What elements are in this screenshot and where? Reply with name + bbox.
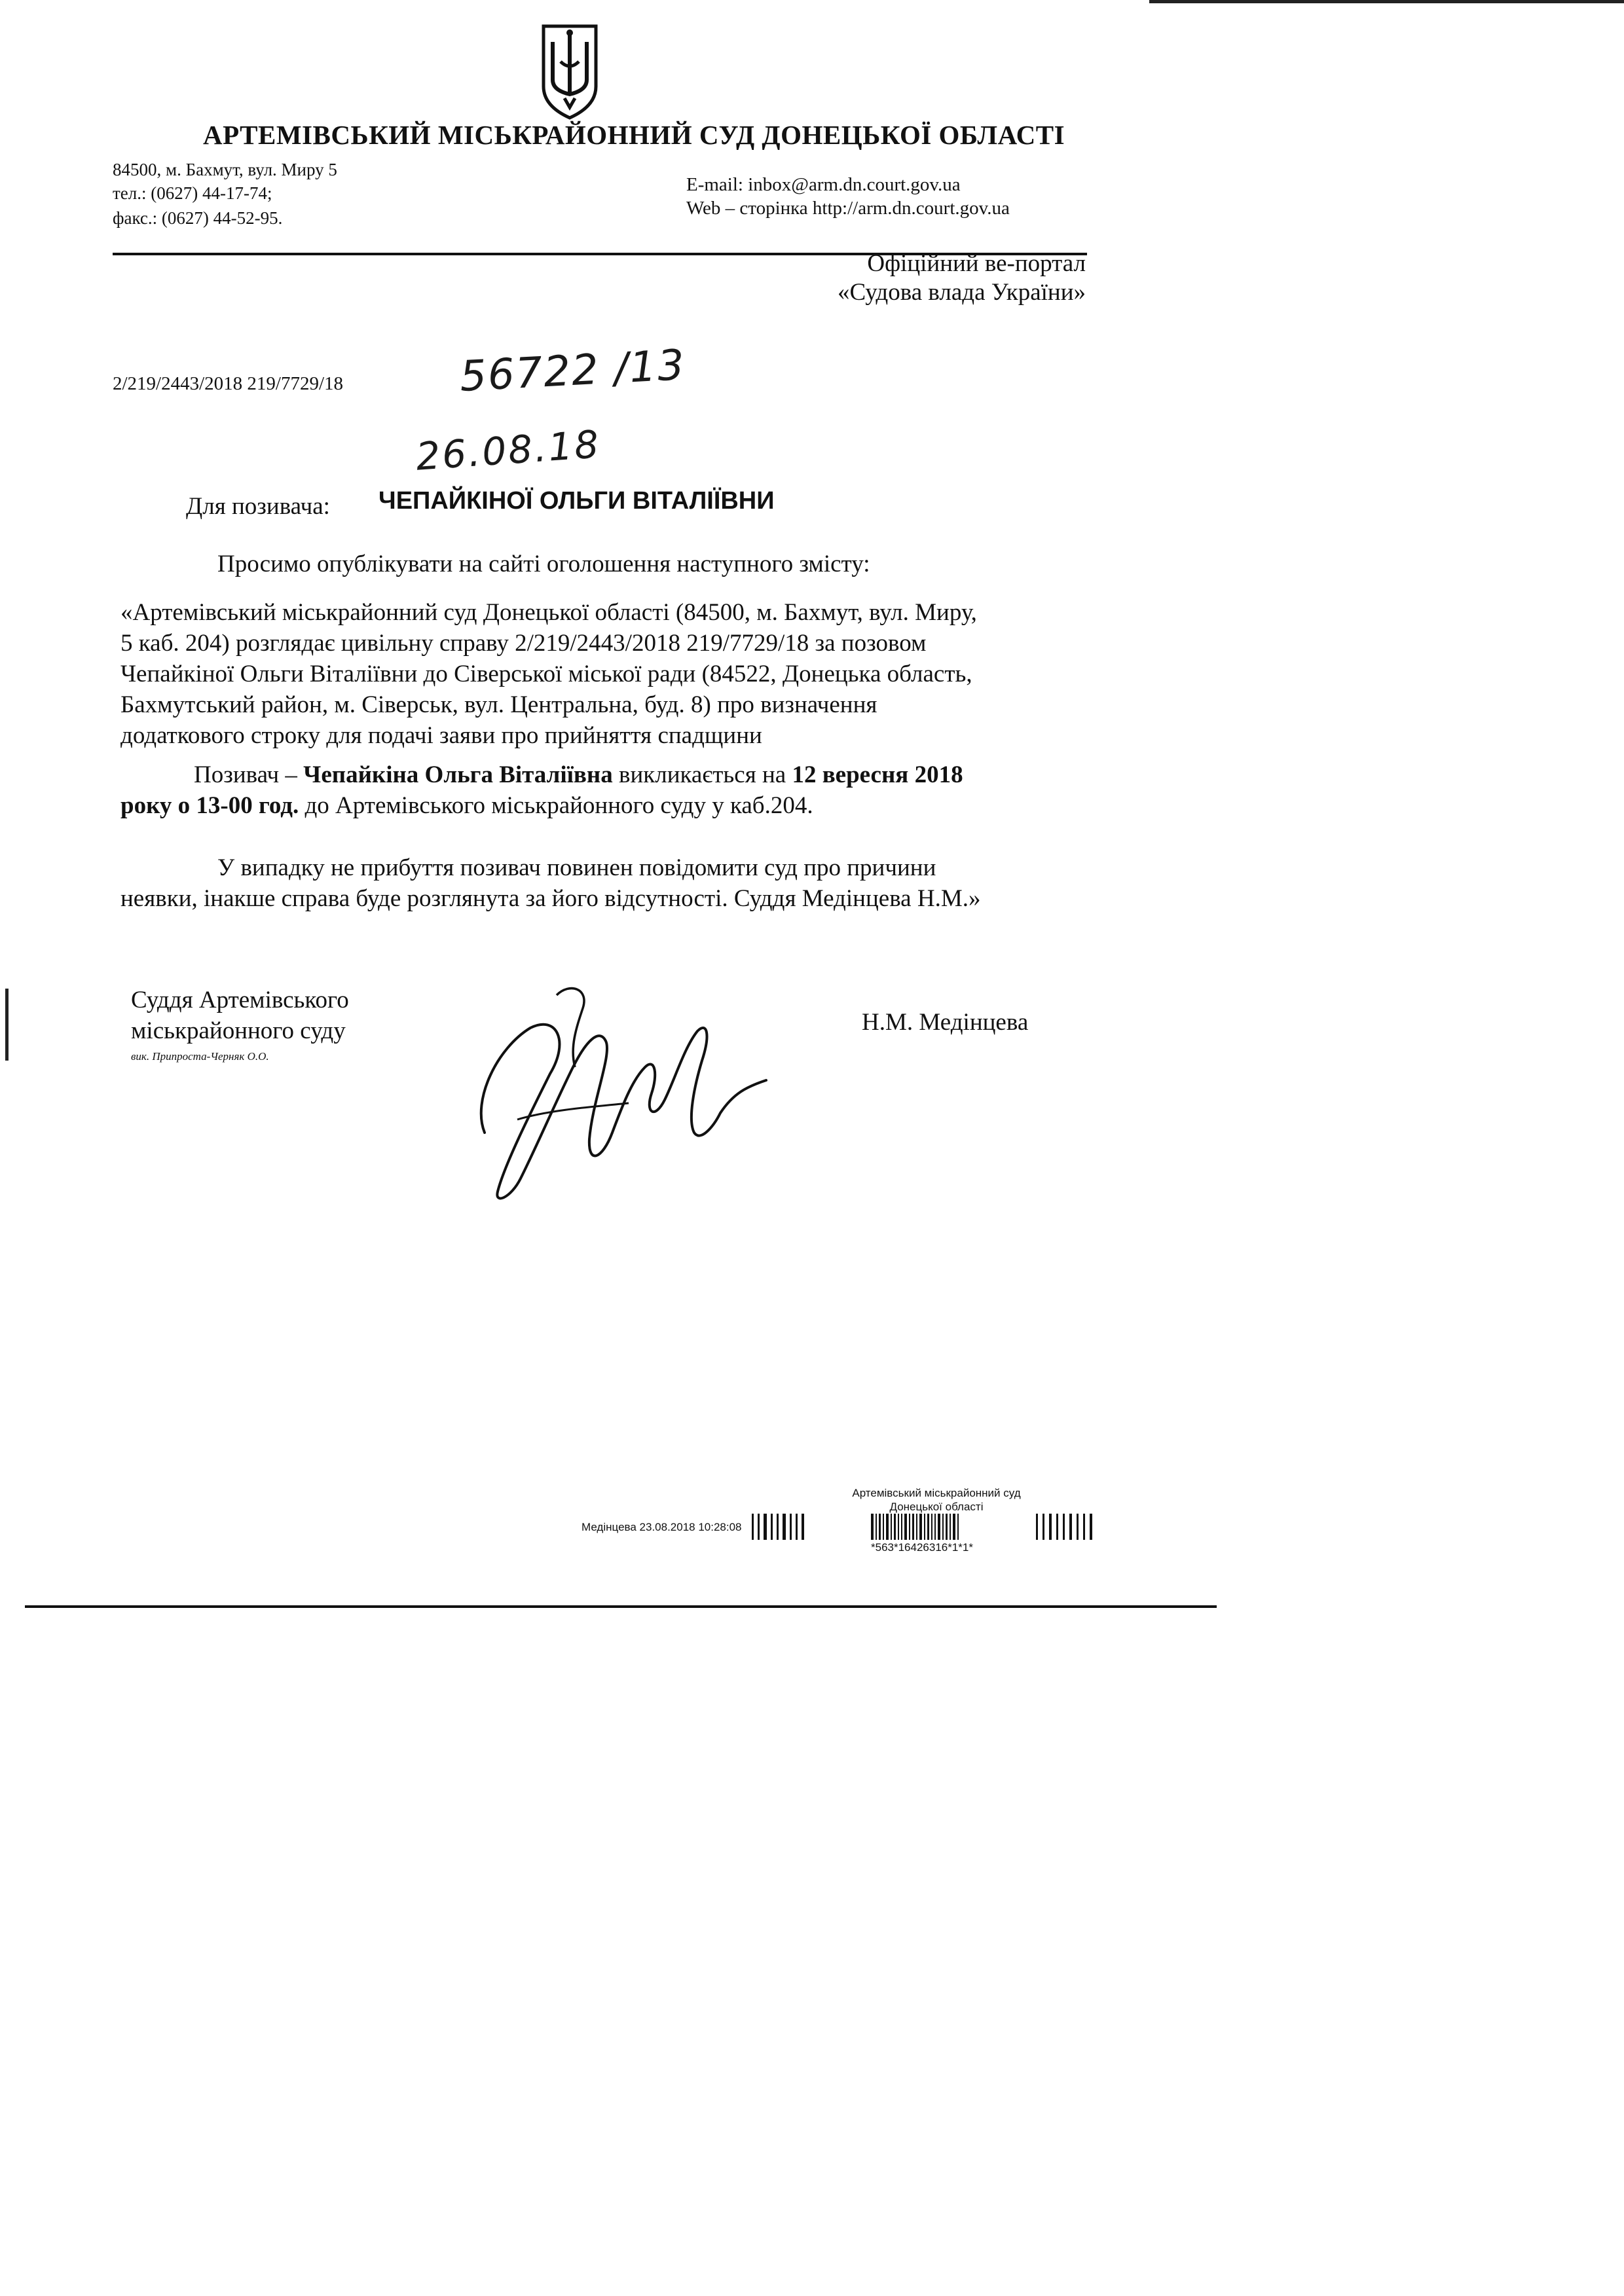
registration-meta: Медінцева 23.08.2018 10:28:08 xyxy=(581,1521,742,1533)
handwritten-incoming-number: 56722 /13 xyxy=(458,341,687,401)
barcode-bar xyxy=(1077,1514,1079,1540)
barcode-bar xyxy=(898,1514,899,1540)
court-email: E-mail: inbox@arm.dn.court.gov.ua xyxy=(686,174,961,195)
barcode-bar xyxy=(927,1514,929,1540)
p2-summoned: викликається на xyxy=(612,761,792,788)
barcode-bar xyxy=(938,1514,940,1540)
barcode-bar xyxy=(957,1514,959,1540)
signatory-title-line-1: Суддя Артемівського xyxy=(131,987,349,1013)
barcode-bar xyxy=(916,1514,917,1540)
barcode-bar xyxy=(790,1514,792,1540)
barcode-bar xyxy=(942,1514,944,1540)
addressee-name: ЧЕПАЙКІНОЇ ОЛЬГИ ВІТАЛІЇВНИ xyxy=(378,487,775,515)
barcode-bar xyxy=(752,1514,754,1540)
registration-court-line-2: Донецької області xyxy=(889,1501,984,1513)
barcode-bar xyxy=(912,1514,914,1540)
p2-location: до Артемівського міськрайонного суду у каб.204. xyxy=(299,792,813,819)
p3-line-2: неявки, інакше справа буде розглянута за його відсутності. Суддя Медінцева Н.М.» xyxy=(120,885,981,912)
court-fax: факс.: (0627) 44-52-95. xyxy=(113,208,283,228)
barcode-bar xyxy=(950,1514,951,1540)
registration-court xyxy=(838,1486,1035,1514)
barcode-bar xyxy=(783,1514,786,1540)
p2-line-2 xyxy=(120,790,813,821)
court-website: Web – сторінка http://arm.dn.court.gov.ua xyxy=(686,198,1010,219)
scan-edge-left-mark xyxy=(5,989,9,1061)
executor-note: вик. Припроста-Черняк О.О. xyxy=(131,1050,269,1063)
barcode-bar xyxy=(894,1514,896,1540)
barcode-bar xyxy=(909,1514,910,1540)
coat-of-arms-icon xyxy=(538,22,601,120)
p2-line-1 xyxy=(194,759,963,790)
court-address: 84500, м. Бахмут, вул. Миру 5 xyxy=(113,160,337,179)
p1-line-5: додаткового строку для подачі заяви про прийняття спадщини xyxy=(120,722,762,749)
barcode-bar xyxy=(946,1514,948,1540)
barcode-bar xyxy=(1069,1514,1072,1540)
court-phone: тел.: (0627) 44-17-74; xyxy=(113,183,272,203)
p2-plaintiff-label: Позивач – xyxy=(194,761,304,788)
barcode-bar xyxy=(1090,1514,1092,1540)
barcode-bar xyxy=(802,1514,804,1540)
p1-line-4: Бахмутський район, м. Сіверськ, вул. Центральна, буд. 8) про визначення xyxy=(120,691,877,718)
scan-edge-top-right xyxy=(1149,0,1624,3)
barcode-bar xyxy=(871,1514,874,1540)
signatory-title xyxy=(131,985,349,1046)
barcode-bar xyxy=(876,1514,877,1540)
p2-plaintiff-name: Чепайкіна Ольга Віталіївна xyxy=(303,761,613,788)
barcode-bar xyxy=(919,1514,922,1540)
barcode-bar xyxy=(1043,1514,1044,1540)
barcode-bar xyxy=(771,1514,773,1540)
registration-court-line-1: Артемівський міськрайонний суд xyxy=(852,1487,1021,1499)
recipient-line-2: «Судова влада України» xyxy=(838,279,1086,306)
registration-code: *563*16426316*1*1* xyxy=(871,1541,973,1554)
barcode-bar xyxy=(758,1514,760,1540)
barcode-bar xyxy=(883,1514,884,1540)
barcode-bar xyxy=(931,1514,932,1540)
footer-rule xyxy=(25,1605,1217,1608)
p1-line-3: Чепайкіної Ольги Віталіївни до Сіверської міської ради (84522, Донецька область, xyxy=(120,661,972,687)
barcode-bar xyxy=(1083,1514,1085,1540)
intro-text: Просимо опублікувати на сайті оголошення наступного змісту: xyxy=(217,551,870,577)
barcode-bar xyxy=(764,1514,767,1540)
barcode-main xyxy=(871,1514,959,1540)
p2-hearing-date: 12 вересня 2018 xyxy=(792,761,963,788)
barcode-bar xyxy=(934,1514,936,1540)
barcode-bar xyxy=(777,1514,779,1540)
barcode-bar xyxy=(796,1514,798,1540)
barcode-tail xyxy=(1036,1514,1092,1540)
barcode-bar xyxy=(924,1514,925,1540)
barcode-bar xyxy=(886,1514,889,1540)
barcode-bar xyxy=(904,1514,907,1540)
barcode-bar xyxy=(891,1514,892,1540)
barcode-bar xyxy=(1036,1514,1038,1540)
judge-name: Н.М. Медінцева xyxy=(862,1009,1029,1036)
barcode-bar xyxy=(1056,1514,1058,1540)
handwritten-signature xyxy=(458,969,773,1211)
p3-line-1: У випадку не прибуття позивач повинен повідомити суд про причини xyxy=(217,854,936,881)
barcode-bar xyxy=(1049,1514,1052,1540)
case-number: 2/219/2443/2018 219/7729/18 xyxy=(113,373,344,394)
barcode-bar xyxy=(1063,1514,1065,1540)
handwritten-date: 26.08.18 xyxy=(414,422,602,479)
barcode-bar xyxy=(879,1514,881,1540)
p1-line-2: 5 каб. 204) розглядає цивільну справу 2/219/2443/2018 219/7729/18 за позовом xyxy=(120,630,927,657)
p1-line-1: «Артемівський міськрайонний суд Донецької області (84500, м. Бахмут, вул. Миру, xyxy=(120,599,977,626)
barcode xyxy=(752,1514,804,1540)
signatory-title-line-2: міськрайонного суду xyxy=(131,1017,346,1044)
p2-hearing-time: року о 13-00 год. xyxy=(120,792,299,819)
barcode-bar xyxy=(953,1514,955,1540)
addressee-label: Для позивача: xyxy=(186,493,330,520)
recipient-line-1: Офіційний ве-портал xyxy=(867,250,1086,277)
barcode-bar xyxy=(901,1514,902,1540)
court-title: АРТЕМІВСЬКИЙ МІСЬКРАЙОННИЙ СУД ДОНЕЦЬКОЇ ОБЛАСТІ xyxy=(203,120,1065,150)
